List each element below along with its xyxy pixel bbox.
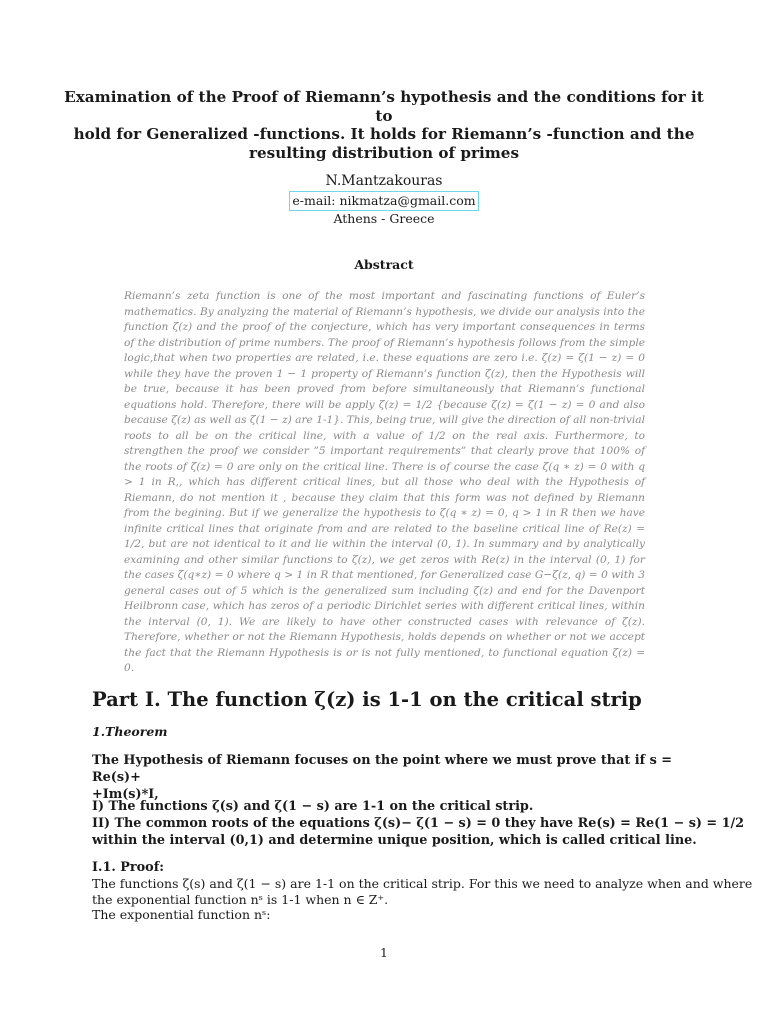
proof-body <box>92 876 753 923</box>
proof-line-3: The exponential function nˢ: <box>92 907 271 922</box>
hypothesis-line-2: +Im(s)*I, <box>92 787 159 802</box>
title-line-1: Examination of the Proof of Riemann’s hypothesis and the conditions for it to <box>64 88 704 125</box>
email-link[interactable]: e-mail: nikmatza@gmail.com <box>289 191 478 211</box>
abstract-heading: Abstract <box>354 257 414 272</box>
page-number: 1 <box>380 946 388 960</box>
claim-1: I) The functions ζ(s) and ζ(1 − s) are 1-1 on the critical strip. <box>92 799 534 814</box>
proof-line-2: the exponential function nˢ is 1-1 when n ∈ Z⁺. <box>92 891 389 907</box>
section-heading-part-1: Part I. The function ζ(z) is 1-1 on the critical strip <box>92 688 642 711</box>
theorem-heading: 1.Theorem <box>92 724 168 739</box>
paper-title <box>60 88 708 162</box>
hypothesis-line-1: The Hypothesis of Riemann focuses on the point where we must prove that if s = Re(s)+ <box>92 753 672 785</box>
claim-2: II) The common roots of the equations ζ(s)− ζ(1 − s) = 0 they have Re(s) = Re(1 − s) = 1/2 <box>92 816 745 831</box>
claim-2-continued: within the interval (0,1) and determine unique position, which is called critical line. <box>92 833 697 848</box>
author-name: N.Mantzakouras <box>325 173 443 189</box>
proof-line-1: The functions ζ(s) and ζ(1 − s) are 1-1 on the critical strip. For this we need to analyze when and where <box>92 876 753 891</box>
hypothesis-statement <box>92 752 678 803</box>
title-line-2: hold for Generalized -functions. It holds for Riemann’s -function and the <box>73 125 695 143</box>
title-line-3: resulting distribution of primes <box>248 143 520 162</box>
abstract-text: Riemann’s zeta function is one of the most important and fascinating functions of Euler’s mathematics. By analyzing the material of Riemann’s hypothesis, we divide our analysis into the function ζ(z) and the proof of the conjecture, which has very important consequences in terms of the distribution of prime numbers. The proof of Riemann’s hypothesis follows from the simple logic,that when two properties are related, i.e. these equations are zero i.e. ζ(z) = ζ(1 − z) = 0 while they have the proven 1 − 1 property of Riemann’s function ζ(z), then the Hypothesis will be true, because it has been proved from before simultaneously that Riemann’s functional equations hold. Therefore, there will be apply ζ(z) = 1/2 {because ζ(z) = ζ(1 − z) = 0 and also because ζ(z) as well as ζ(1 − z) are 1-1}. This, being true, will give the direction of all non-trivial roots to all be on the critical line, with a value of 1/2 on the real axis. Furthermore, to strengthen the proof we consider ”5 important requirements” that clearly prove that 100% of the roots of ζ(z) = 0 are only on the critical line. There is of course the case ζ(q ∗ z) = 0 with q > 1 in R,, which has different critical lines, but all those who deal with the Hypothesis of Riemann, do not mention it , because they claim that this form was not defined by Riemann from the begining. But if we generalize the hypothesis to ζ(q ∗ z) = 0, q > 1 in R then we have infinite critical lines that originate from and are related to the baseline critical line of Re(z) = 1/2, but are not identical to it and lie within the interval (0, 1). In summary and by analytically examining and other similar functions to ζ(z), we get zeros with Re(z) in the interval (0, 1) for the cases ζ(q∗z) = 0 where q > 1 in R that mentioned, for Generalized case G−ζ(z, q) = 0 with 3 general cases out of 5 which is the generalized sum including ζ(z) and end for the Davenport Heilbronn case, which has zeros of a periodic Dirichlet series with different critical lines, within the interval (0, 1). We are likely to have other constructed cases with relevance of ζ(z). Therefore, whether or not the Riemann Hypothesis, holds depends on whether or not we accept the fact that the Riemann Hypothesis is or is not fully mentioned, to functional equation ζ(z) = 0. <box>124 290 646 674</box>
theorem-claims <box>92 798 745 849</box>
author-location: Athens - Greece <box>333 211 435 226</box>
proof-heading: I.1. Proof: <box>92 860 164 875</box>
